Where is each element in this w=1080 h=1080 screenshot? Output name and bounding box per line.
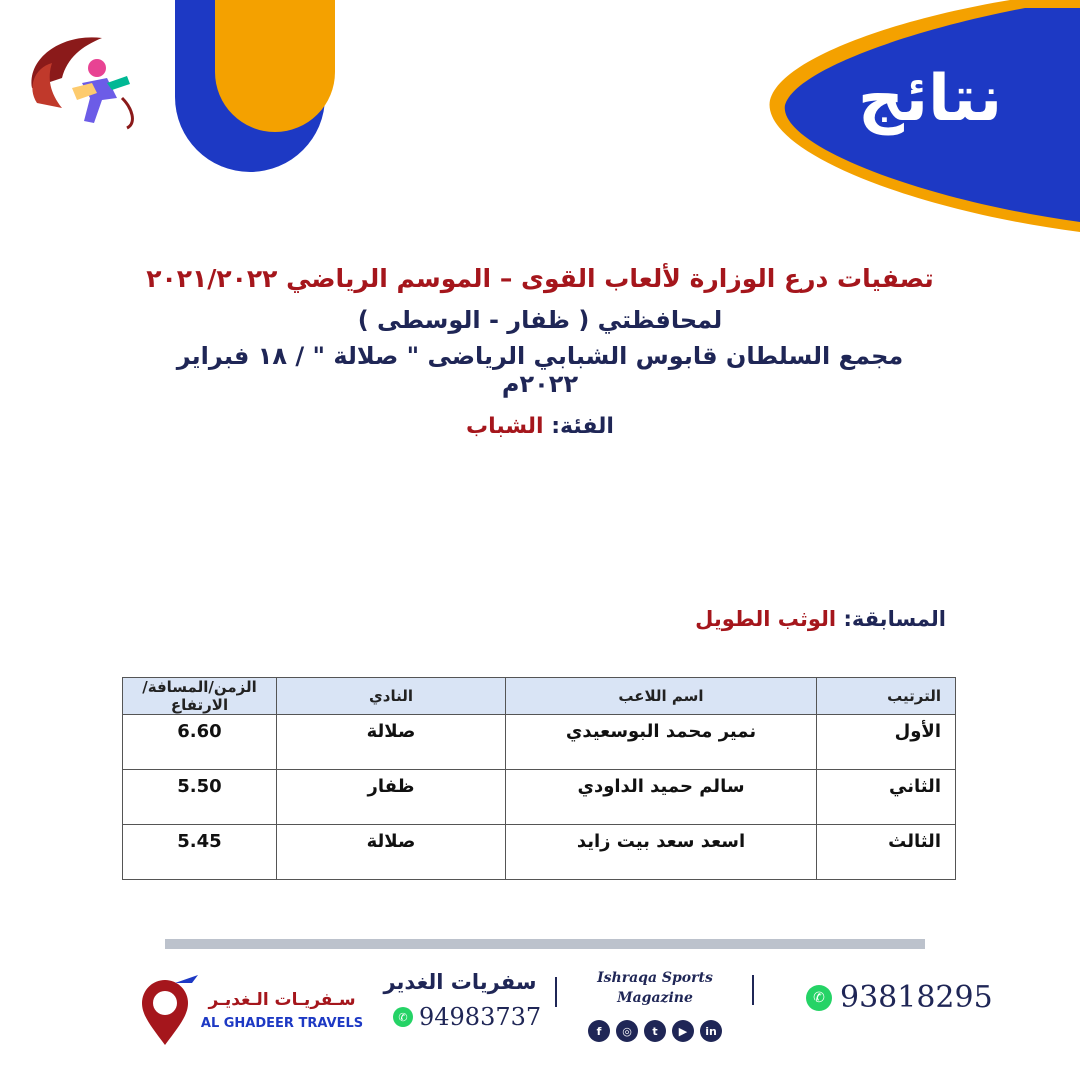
- table-header-row: [123, 678, 956, 715]
- social-icons: [588, 1020, 722, 1042]
- row-result: 6.60: [123, 715, 277, 770]
- runner-logo: [22, 28, 152, 133]
- travel-name: سفريات الغدير: [383, 970, 537, 994]
- header-club: النادي: [277, 678, 506, 715]
- row-club: ظفار: [277, 770, 506, 825]
- linkedin-icon[interactable]: in: [700, 1020, 722, 1042]
- category-label: الفئة:: [551, 414, 614, 439]
- header-name: اسم اللاعب: [506, 678, 817, 715]
- results-title: نتائج: [857, 62, 1003, 136]
- row-rank: الثاني: [817, 770, 956, 825]
- row-club: صلالة: [277, 715, 506, 770]
- youtube-icon[interactable]: ▶: [672, 1020, 694, 1042]
- whatsapp-phone: 93818295: [840, 980, 993, 1015]
- category-line: [440, 414, 640, 439]
- footer-separator: [555, 977, 557, 1007]
- whatsapp-phone-block: [806, 980, 993, 1015]
- header-result: الزمن/المسافة/الارتفاع: [123, 678, 277, 715]
- footer-separator: [752, 975, 754, 1005]
- event-line: [695, 607, 946, 631]
- venue-date-line: مجمع السلطان قابوس الشبابي الرياضى " صلالة " / ١٨ فبراير ٢٠٢٢م: [176, 342, 904, 398]
- table-row: [123, 825, 956, 880]
- location-pin-icon: [140, 975, 200, 1050]
- row-rank: الثالث: [817, 825, 956, 880]
- results-table: [122, 677, 956, 880]
- row-result: 5.45: [123, 825, 277, 880]
- sponsor-name-ar: سـفريـات الـغديـر: [208, 990, 356, 1010]
- footer-divider: [165, 939, 925, 949]
- magazine-name: [580, 968, 730, 1008]
- sponsor-name-en: AL GHADEER TRAVELS: [200, 1016, 364, 1031]
- twitter-icon[interactable]: t: [644, 1020, 666, 1042]
- header-rank: الترتيب: [817, 678, 956, 715]
- facebook-icon[interactable]: f: [588, 1020, 610, 1042]
- row-result: 5.50: [123, 770, 277, 825]
- travel-phone: 94983737: [419, 1003, 542, 1031]
- row-rank: الأول: [817, 715, 956, 770]
- event-label: المسابقة:: [843, 607, 946, 631]
- whatsapp-icon: ✆: [393, 1007, 413, 1027]
- category-value: الشباب: [466, 414, 544, 439]
- row-club: صلالة: [277, 825, 506, 880]
- instagram-icon[interactable]: ◎: [616, 1020, 638, 1042]
- whatsapp-icon: ✆: [806, 985, 832, 1011]
- row-name: نمير محمد البوسعيدي: [506, 715, 817, 770]
- governorates-line: لمحافظتي ( ظفار - الوسطى ): [357, 306, 723, 334]
- competition-title: تصفيات درع الوزارة لألعاب القوى – الموسم الرياضي ٢٠٢١/٢٠٢٢: [146, 264, 934, 293]
- event-value: الوثب الطويل: [695, 607, 837, 631]
- row-name: اسعد سعد بيت زايد: [506, 825, 817, 880]
- travel-phone-block: [393, 1003, 541, 1031]
- table-row: [123, 715, 956, 770]
- row-name: سالم حميد الداودي: [506, 770, 817, 825]
- magazine-line2: Magazine: [617, 990, 693, 1006]
- decor-orange-shape: [215, 0, 335, 132]
- table-row: [123, 770, 956, 825]
- magazine-line1: Ishraqa Sports: [597, 970, 713, 986]
